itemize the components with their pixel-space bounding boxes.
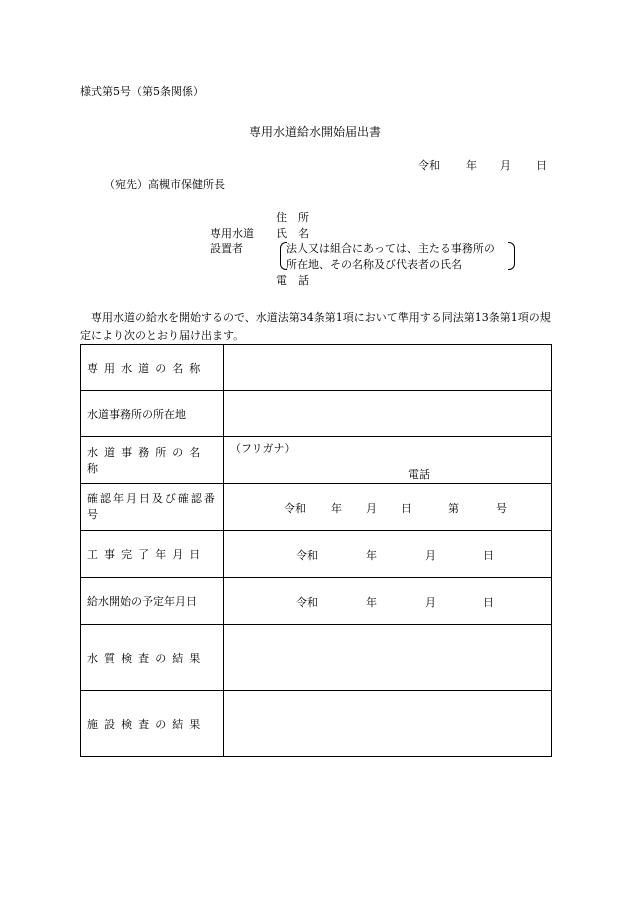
start-month: 月 <box>425 596 436 609</box>
table-row <box>81 345 552 391</box>
conf-year: 年 <box>331 502 342 515</box>
table-row <box>81 578 552 625</box>
input-confirmation[interactable] <box>224 484 552 531</box>
addressee: （宛先）高槻市保健所長 <box>104 178 225 191</box>
completion-month: 月 <box>425 549 436 562</box>
date-day-unit: 日 <box>536 159 547 172</box>
date-era: 令和 <box>418 159 440 172</box>
intro-text: 専用水道の給水を開始するので、水道法第34条第1項において準用する同法第13条第1項の規定により次のとおり届け出ます。 <box>80 311 551 342</box>
conf-number-prefix: 第 <box>448 502 459 515</box>
start-year: 年 <box>366 596 377 609</box>
row-label-completion-date: 工事完了年月日 <box>81 531 224 578</box>
row-label-confirmation: 確認年月日及び確認番号 <box>81 484 224 531</box>
table-row <box>81 691 552 757</box>
address-label: 住 所 <box>276 211 309 224</box>
input-completion-date[interactable] <box>224 531 552 578</box>
table-row <box>81 437 552 484</box>
applicant-block <box>210 209 530 289</box>
applicant-note-line2: 所在地、その名称及び代表者の氏名 <box>286 258 462 271</box>
form-number-label: 様式第5号（第5条関係） <box>80 85 204 98</box>
start-era: 令和 <box>296 596 318 609</box>
table-row <box>81 484 552 531</box>
document-title: 専用水道給水開始届出書 <box>248 125 381 139</box>
table-row <box>81 391 552 437</box>
row-label-office-location: 水道事務所の所在地 <box>81 391 224 437</box>
date-month-unit: 月 <box>500 159 511 172</box>
input-supply-start-date[interactable] <box>224 578 552 625</box>
input-office-name[interactable] <box>224 437 552 484</box>
furigana-label: （フリガナ） <box>230 442 296 455</box>
row-label-supply-start-date: 給水開始の予定年月日 <box>81 578 224 625</box>
input-water-supply-name[interactable] <box>224 345 552 391</box>
conf-month: 月 <box>366 502 377 515</box>
conf-era: 令和 <box>284 502 306 515</box>
applicant-note-line1: 法人又は組合にあっては、主たる事務所の <box>286 242 495 255</box>
start-day: 日 <box>483 596 494 609</box>
date-year-unit: 年 <box>466 159 477 172</box>
phone-label: 電 話 <box>276 274 309 287</box>
office-phone-label: 電話 <box>408 468 430 481</box>
bracket-right <box>508 242 515 270</box>
row-label-water-quality-result: 水質検査の結果 <box>81 625 224 691</box>
applicant-role-line2: 設置者 <box>210 242 243 255</box>
table-row <box>81 531 552 578</box>
applicant-role-line1: 専用水道 <box>210 227 254 240</box>
conf-day: 日 <box>401 502 412 515</box>
row-label-office-name: 水道事務所の名称 <box>81 437 224 484</box>
input-office-location[interactable] <box>224 391 552 437</box>
intro-paragraph <box>80 309 552 345</box>
input-facility-inspection-result[interactable] <box>224 691 552 757</box>
row-label-water-supply-name: 専用水道の名称 <box>81 345 224 391</box>
row-label-facility-inspection-result: 施設検査の結果 <box>81 691 224 757</box>
conf-number-suffix: 号 <box>496 502 507 515</box>
input-water-quality-result[interactable] <box>224 625 552 691</box>
completion-day: 日 <box>483 549 494 562</box>
name-label: 氏 名 <box>276 227 309 240</box>
table-row <box>81 625 552 691</box>
application-table <box>80 344 552 757</box>
completion-year: 年 <box>366 549 377 562</box>
completion-era: 令和 <box>296 549 318 562</box>
